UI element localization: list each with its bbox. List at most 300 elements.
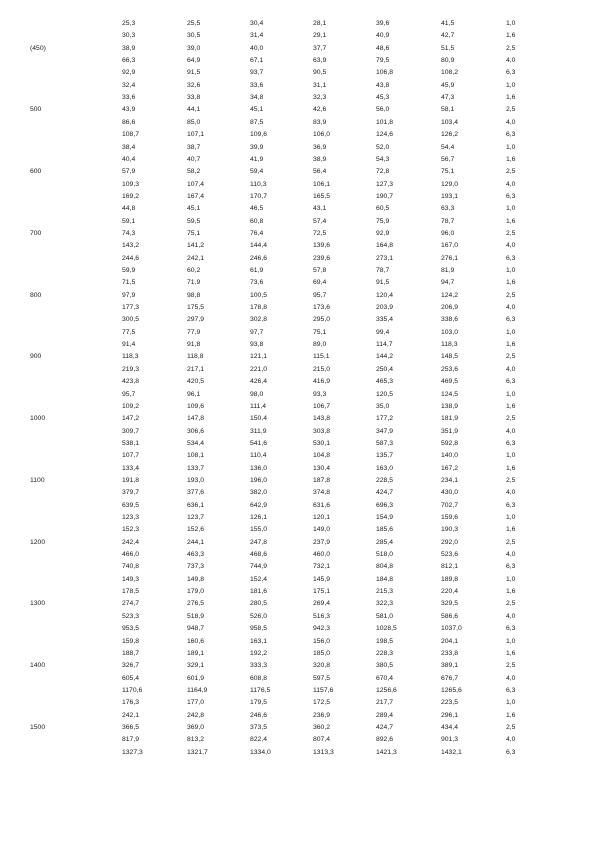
table-cell: 534,4 [187, 439, 205, 447]
table-row [0, 277, 595, 289]
table-cell: 169,2 [122, 192, 140, 200]
table-cell: 39,0 [187, 44, 201, 52]
table-cell: 118,8 [187, 353, 204, 361]
table-cell: 1265,6 [441, 686, 462, 694]
table-row [0, 426, 595, 438]
table-cell: 59,1 [122, 217, 136, 225]
table-cell: 111,4 [250, 402, 266, 410]
table-cell: 155,0 [250, 526, 268, 534]
table-cell: 33,6 [250, 81, 264, 89]
table-cell: 57,9 [122, 168, 136, 176]
table-cell: 2,5 [506, 106, 516, 114]
table-cell: 605,4 [122, 674, 140, 682]
table-cell: 91,5 [376, 279, 390, 287]
table-cell: 516,3 [313, 612, 331, 620]
table-cell: 32,6 [187, 81, 201, 89]
table-cell: 326,7 [122, 662, 140, 670]
table-cell: 58,1 [441, 106, 455, 114]
table-cell: 193,0 [187, 476, 205, 484]
table-cell: 34,8 [250, 94, 264, 102]
table-cell: 48,6 [376, 44, 390, 52]
table-cell: 39,6 [376, 20, 390, 27]
table-cell: 351,9 [441, 427, 459, 435]
table-cell: 379,7 [122, 489, 140, 497]
table-row [0, 673, 595, 685]
table-cell: 175,5 [187, 304, 205, 312]
table-cell: 416,9 [313, 378, 331, 386]
table-cell: 2,5 [506, 415, 516, 423]
table-row [0, 364, 595, 376]
table-cell: 274,7 [122, 600, 140, 608]
table-cell: 30,5 [187, 32, 201, 40]
table-cell: 184,8 [376, 575, 394, 583]
table-cell: 601,9 [187, 674, 205, 682]
table-cell: 1,6 [506, 402, 516, 410]
table-cell: 322,3 [376, 600, 394, 608]
table-cell: 147,2 [122, 415, 140, 423]
table-cell: 204,1 [441, 637, 459, 645]
table-row [0, 55, 595, 67]
table-cell: 75,9 [376, 217, 390, 225]
table-cell: 28,1 [313, 20, 327, 27]
table-cell: 1,6 [506, 155, 516, 163]
table-cell: 108,1 [187, 452, 205, 460]
table-cell: 97,7 [250, 328, 264, 336]
table-row [0, 216, 595, 228]
table-cell: 1164,9 [187, 686, 208, 694]
table-cell: 4,0 [506, 427, 516, 435]
table-row [0, 697, 595, 709]
table-cell: 136,0 [250, 464, 268, 472]
table-cell: 233,8 [441, 649, 459, 657]
table-cell: 892,6 [376, 736, 394, 744]
table-cell: 198,5 [376, 637, 394, 645]
table-cell: 469,5 [441, 378, 459, 386]
table-cell: 253,6 [441, 365, 459, 373]
table-cell: 1,0 [506, 575, 516, 583]
table-cell: 242,4 [122, 538, 140, 546]
table-cell: 2,5 [506, 168, 516, 176]
table-cell: 44,1 [187, 106, 201, 114]
table-cell: 78,7 [376, 267, 390, 274]
table-cell: 1,0 [506, 390, 516, 398]
table-cell: 1,6 [506, 279, 516, 287]
table-row [0, 463, 595, 475]
table-cell: 221,0 [250, 365, 268, 373]
table-row [0, 586, 595, 598]
row-label-cell: 700 [30, 229, 42, 237]
table-cell: 98,8 [187, 291, 201, 299]
table-cell: 56,7 [441, 155, 455, 163]
table-cell: 66,3 [122, 57, 136, 65]
table-row [0, 129, 595, 141]
table-cell: 85,0 [187, 118, 201, 126]
table-cell: 234,1 [441, 476, 459, 484]
table-cell: 306,6 [187, 427, 205, 435]
table-cell: 101,8 [376, 118, 394, 126]
table-cell: 38,9 [122, 44, 136, 52]
table-cell: 430,0 [441, 489, 459, 497]
table-cell: 1,6 [506, 217, 516, 225]
table-cell: 4,0 [506, 365, 516, 373]
table-row [0, 734, 595, 746]
table-cell: 822,4 [250, 736, 268, 744]
table-cell: 460,0 [313, 551, 331, 559]
table-cell: 118,3 [122, 353, 139, 361]
table-cell: 369,0 [187, 723, 205, 731]
table-cell: 639,5 [122, 501, 140, 509]
table-cell: 96,1 [187, 390, 201, 398]
table-cell: 52,0 [376, 143, 390, 151]
table-cell: 159,8 [122, 637, 140, 645]
table-cell: 4,0 [506, 489, 516, 497]
row-label-cell: (450) [30, 44, 46, 52]
table-cell: 144,4 [250, 242, 268, 250]
table-cell: 38,7 [187, 143, 201, 151]
row-label-cell: 900 [30, 353, 42, 361]
table-cell: 72,8 [376, 168, 390, 176]
table-cell: 64,9 [187, 57, 201, 65]
table-cell: 1,0 [506, 637, 516, 645]
table-cell: 92,9 [376, 229, 390, 237]
table-cell: 424,7 [376, 489, 394, 497]
table-row [0, 413, 595, 425]
table-row [0, 561, 595, 573]
table-cell: 518,0 [376, 551, 394, 559]
table-cell: 2,5 [506, 44, 516, 52]
table-cell: 33,6 [122, 94, 136, 102]
table-cell: 160,6 [187, 637, 205, 645]
table-cell: 246,6 [250, 254, 268, 262]
table-cell: 702,7 [441, 501, 459, 509]
table-cell: 150,4 [250, 415, 268, 423]
table-cell: 54,3 [376, 155, 390, 163]
table-cell: 100,5 [250, 291, 268, 299]
table-cell: 347,9 [376, 427, 394, 435]
table-row [0, 685, 595, 697]
row-label-cell: 1300 [30, 600, 46, 608]
table-cell: 170,7 [250, 192, 268, 200]
table-cell: 106,7 [313, 402, 331, 410]
table-cell: 187,8 [313, 476, 331, 484]
table-cell: 236,9 [313, 711, 331, 719]
table-cell: 120,4 [376, 291, 394, 299]
table-row [0, 389, 595, 401]
table-cell: 167,4 [187, 192, 205, 200]
table-cell: 110,4 [250, 452, 267, 460]
table-cell: 296,1 [441, 711, 459, 719]
table-cell: 2,5 [506, 662, 516, 670]
table-cell: 6,3 [506, 131, 516, 139]
table-cell: 523,3 [122, 612, 140, 620]
table-cell: 178,5 [122, 588, 140, 596]
table-cell: 228,3 [376, 649, 394, 657]
table-cell: 518,9 [187, 612, 205, 620]
table-cell: 744,9 [250, 563, 268, 571]
table-cell: 120,5 [376, 390, 394, 398]
table-cell: 45,1 [250, 106, 264, 114]
table-cell: 60,5 [376, 205, 390, 213]
table-cell: 167,2 [441, 464, 459, 472]
table-cell: 1327,3 [122, 748, 143, 756]
table-cell: 38,4 [122, 143, 136, 151]
table-cell: 179,5 [250, 699, 268, 707]
table-cell: 109,3 [122, 180, 140, 188]
table-cell: 6,3 [506, 192, 516, 200]
table-cell: 141,2 [187, 242, 205, 250]
table-cell: 40,7 [187, 155, 201, 163]
row-label-cell: 1400 [30, 662, 46, 670]
table-cell: 366,5 [122, 723, 140, 731]
table-cell: 6,3 [506, 625, 516, 633]
table-cell: 1,6 [506, 341, 516, 349]
table-cell: 1028,5 [376, 625, 397, 633]
table-cell: 51,5 [441, 44, 455, 52]
table-cell: 121,1 [250, 353, 268, 361]
table-cell: 1,0 [506, 81, 516, 89]
table-cell: 329,5 [441, 600, 459, 608]
table-cell: 807,4 [313, 736, 331, 744]
table-cell: 2,5 [506, 600, 516, 608]
table-row [0, 710, 595, 722]
table-cell: 173,6 [313, 304, 331, 312]
table-cell: 420,5 [187, 378, 205, 386]
table-cell: 176,3 [122, 699, 140, 707]
table-cell: 587,3 [376, 439, 394, 447]
table-cell: 43,9 [122, 106, 136, 114]
table-cell: 942,3 [313, 625, 331, 633]
table-cell: 139,6 [313, 242, 331, 250]
table-cell: 280,5 [250, 600, 268, 608]
table-cell: 106,1 [313, 180, 331, 188]
table-cell: 276,1 [441, 254, 459, 262]
table-cell: 25,3 [122, 20, 136, 27]
table-row [0, 92, 595, 104]
table-cell: 377,6 [187, 489, 205, 497]
table-cell: 196,0 [250, 476, 268, 484]
table-row [0, 722, 595, 734]
table-row [0, 104, 595, 116]
table-cell: 75,1 [187, 229, 201, 237]
table-cell: 434,4 [441, 723, 459, 731]
table-cell: 47,3 [441, 94, 455, 102]
table-cell: 114,7 [376, 341, 393, 349]
table-cell: 45,3 [376, 94, 390, 102]
table-cell: 6,3 [506, 254, 516, 262]
table-cell: 320,8 [313, 662, 331, 670]
table-cell: 80,9 [441, 57, 455, 65]
table-cell: 185,0 [313, 649, 331, 657]
table-cell: 203,9 [376, 304, 394, 312]
table-cell: 242,1 [187, 254, 205, 262]
table-row [0, 191, 595, 203]
table-cell: 2,5 [506, 353, 516, 361]
table-cell: 463,3 [187, 551, 205, 559]
table-cell: 237,9 [313, 538, 331, 546]
table-cell: 152,6 [187, 526, 205, 534]
table-row [0, 450, 595, 462]
table-cell: 172,5 [313, 699, 331, 707]
table-cell: 292,0 [441, 538, 459, 546]
table-cell: 526,0 [250, 612, 268, 620]
table-cell: 60,8 [250, 217, 264, 225]
table-cell: 83,9 [313, 118, 327, 126]
table-cell: 192,2 [250, 649, 268, 657]
table-row [0, 154, 595, 166]
table-cell: 144,2 [376, 353, 394, 361]
table-row [0, 67, 595, 79]
table-cell: 217,1 [187, 365, 205, 373]
table-cell: 6,3 [506, 69, 516, 77]
table-cell: 1,0 [506, 452, 516, 460]
table-cell: 43,8 [376, 81, 390, 89]
table-cell: 93,7 [250, 69, 264, 77]
table-cell: 1,0 [506, 143, 516, 151]
table-cell: 87,5 [250, 118, 264, 126]
table-cell: 374,8 [313, 489, 331, 497]
table-cell: 4,0 [506, 57, 516, 65]
table-cell: 732,1 [313, 563, 331, 571]
table-cell: 63,3 [441, 205, 455, 213]
table-cell: 309,7 [122, 427, 140, 435]
table-cell: 60,2 [187, 267, 201, 274]
table-cell: 109,2 [122, 402, 140, 410]
table-cell: 130,4 [313, 464, 331, 472]
table-cell: 69,4 [313, 279, 327, 287]
table-cell: 39,9 [250, 143, 264, 151]
table-cell: 1,6 [506, 649, 516, 657]
table-row [0, 660, 595, 672]
table-cell: 177,3 [122, 304, 140, 312]
table-row [0, 339, 595, 351]
table-row [0, 475, 595, 487]
table-cell: 163,1 [250, 637, 268, 645]
table-cell: 303,8 [313, 427, 331, 435]
table-cell: 175,1 [313, 588, 331, 596]
table-cell: 676,7 [441, 674, 459, 682]
table-cell: 220,4 [441, 588, 459, 596]
table-cell: 191,8 [122, 476, 140, 484]
table-row [0, 537, 595, 549]
table-cell: 135,7 [376, 452, 394, 460]
table-row [0, 43, 595, 55]
table-cell: 1176,5 [250, 686, 271, 694]
table-cell: 41,9 [250, 155, 264, 163]
table-cell: 63,9 [313, 57, 327, 65]
table-cell: 123,7 [187, 514, 205, 521]
table-cell: 127,3 [376, 180, 394, 188]
table-cell: 165,5 [313, 192, 331, 200]
table-row [0, 636, 595, 648]
table-cell: 109,6 [187, 402, 205, 410]
table-cell: 1,0 [506, 328, 516, 336]
table-cell: 126,1 [250, 514, 268, 521]
table-cell: 143,8 [313, 415, 331, 423]
table-cell: 804,8 [376, 563, 394, 571]
table-cell: 189,1 [187, 649, 205, 657]
table-row [0, 747, 595, 759]
table-cell: 75,1 [441, 168, 455, 176]
table-cell: 4,0 [506, 736, 516, 744]
table-cell: 465,3 [376, 378, 394, 386]
table-cell: 1,6 [506, 711, 516, 719]
table-row [0, 512, 595, 524]
table-cell: 382,0 [250, 489, 268, 497]
table-cell: 2,5 [506, 723, 516, 731]
table-cell: 45,1 [187, 205, 201, 213]
table-cell: 29,1 [313, 32, 327, 40]
table-row [0, 166, 595, 178]
table-row [0, 549, 595, 561]
table-row [0, 30, 595, 42]
table-cell: 57,8 [313, 267, 327, 274]
table-cell: 40,4 [122, 155, 136, 163]
table-cell: 59,9 [122, 267, 136, 274]
table-row [0, 327, 595, 339]
table-cell: 423,8 [122, 378, 140, 386]
table-cell: 129,0 [441, 180, 459, 188]
table-cell: 740,8 [122, 563, 140, 571]
table-cell: 77,5 [122, 328, 136, 336]
table-cell: 239,6 [313, 254, 331, 262]
table-row [0, 203, 595, 215]
table-cell: 6,3 [506, 378, 516, 386]
table-cell: 140,0 [441, 452, 459, 460]
table-cell: 57,4 [313, 217, 327, 225]
table-cell: 54,4 [441, 143, 455, 151]
table-cell: 215,3 [376, 588, 394, 596]
table-cell: 373,5 [250, 723, 268, 731]
table-cell: 1,6 [506, 464, 516, 472]
table-cell: 206,9 [441, 304, 459, 312]
table-cell: 179,0 [187, 588, 205, 596]
table-cell: 71,9 [187, 279, 201, 287]
table-cell: 133,4 [122, 464, 140, 472]
table-cell: 597,5 [313, 674, 331, 682]
table-cell: 103,0 [441, 328, 459, 336]
table-cell: 36,9 [313, 143, 327, 151]
table-cell: 145,9 [313, 575, 331, 583]
table-row [0, 648, 595, 660]
table-cell: 642,9 [250, 501, 268, 509]
table-cell: 43,1 [313, 205, 327, 213]
table-cell: 333,3 [250, 662, 268, 670]
table-cell: 61,9 [250, 267, 264, 274]
table-cell: 636,1 [187, 501, 205, 509]
table-cell: 104,8 [313, 452, 331, 460]
table-cell: 149,8 [187, 575, 205, 583]
table-cell: 250,4 [376, 365, 394, 373]
table-cell: 269,4 [313, 600, 331, 608]
table-cell: 94,7 [441, 279, 455, 287]
table-cell: 592,8 [441, 439, 459, 447]
table-cell: 6,3 [506, 316, 516, 324]
table-cell: 71,5 [122, 279, 136, 287]
table-cell: 95,7 [313, 291, 327, 299]
table-cell: 541,6 [250, 439, 268, 447]
table-cell: 737,3 [187, 563, 205, 571]
table-cell: 948,7 [187, 625, 205, 633]
table-cell: 37,7 [313, 44, 327, 52]
table-row [0, 18, 595, 30]
table-cell: 193,1 [441, 192, 459, 200]
table-cell: 32,3 [313, 94, 327, 102]
table-cell: 40,9 [376, 32, 390, 40]
table-cell: 273,1 [376, 254, 394, 262]
table-cell: 95,7 [122, 390, 136, 398]
table-cell: 338,6 [441, 316, 459, 324]
table-cell: 219,3 [122, 365, 140, 373]
